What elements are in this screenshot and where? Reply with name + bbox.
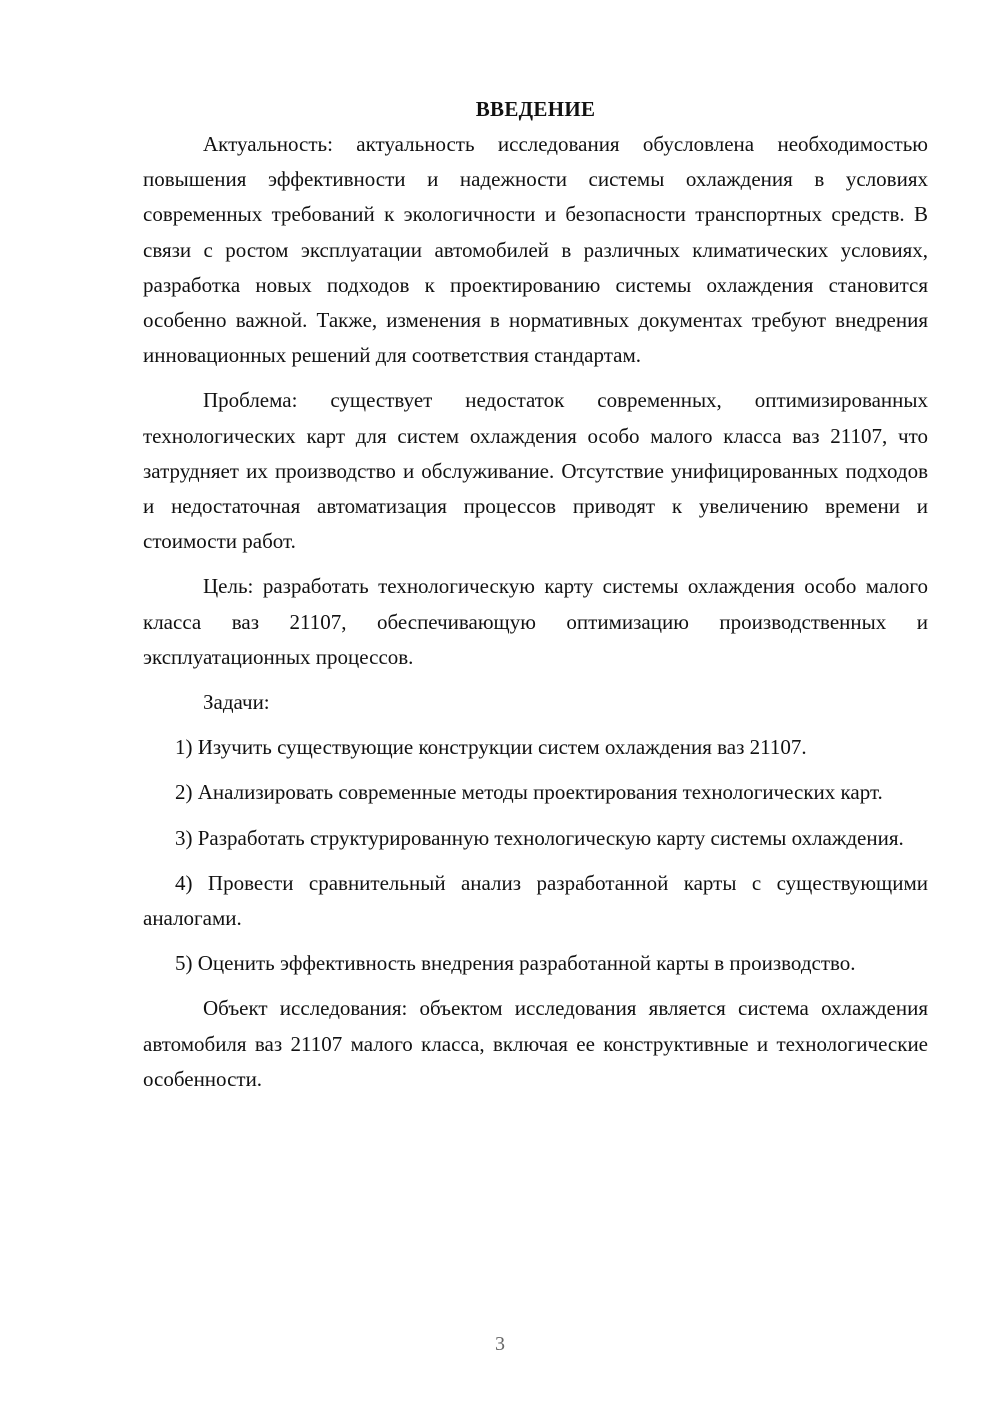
paragraph-problem: Проблема: существует недостаток современных, оптимизированных технологических карт для систем охлаждения особо малого класса ваз 21107, что затрудняет их производство и обслуживание. Отсутствие унифицированных подходов и недостаточная автоматизация процессов приводят к увеличению времени и стоимости работ. [143, 388, 928, 554]
paragraph-relevance: Актуальность: актуальность исследования обусловлена необходимостью повышения эффективности и надежности системы охлаждения в условиях современных требований к экологичности и безопасности транспортных средств. В связи с ростом эксплуатации автомобилей в различных климатических условиях, разработка новых подходов к проектированию системы охлаждения становится особенно важной. Также, изменения в нормативных документах требуют внедрения инновационных решений для соответствия стандартам. [143, 132, 928, 368]
paragraph-tasks-heading: Задачи: [203, 690, 270, 715]
task-item-4: 4) Провести сравнительный анализ разработанной карты с существующими аналогами. [143, 870, 928, 931]
paragraph-object: Объект исследования: объектом исследования является система охлаждения автомобиля ваз 21107 малого класса, включая ее конструктивные и технологические особенности. [143, 996, 928, 1091]
document-page [143, 92, 928, 1097]
page-number: 3 [495, 1333, 505, 1355]
task-item-3: 3) Разработать структурированную технологическую карту системы охлаждения. [175, 825, 904, 850]
paragraph-goal: Цель: разработать технологическую карту системы охлаждения особо малого класса ваз 21107, обеспечивающую оптимизацию производственных и эксплуатационных процессов. [143, 574, 928, 669]
task-item-2: 2) Анализировать современные методы проектирования технологических карт. [175, 780, 883, 805]
page-title: ВВЕДЕНИЕ [475, 97, 596, 121]
task-item-5: 5) Оценить эффективность внедрения разработанной карты в производство. [175, 951, 856, 976]
task-item-1: 1) Изучить существующие конструкции систем охлаждения ваз 21107. [175, 735, 807, 760]
